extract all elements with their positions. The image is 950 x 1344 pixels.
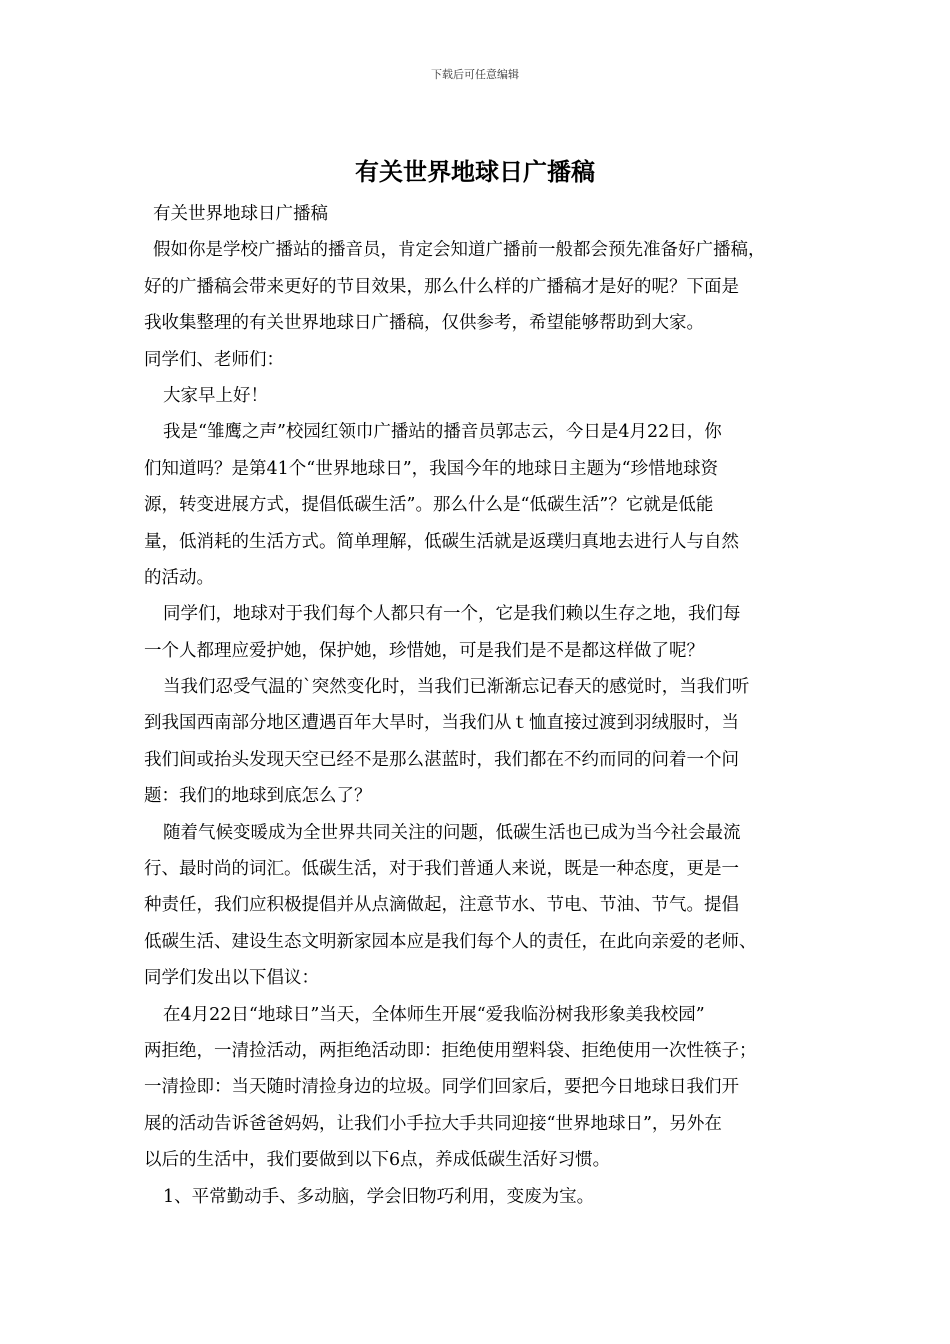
text-line: 我收集整理的有关世界地球日广播稿，仅供参考，希望能够帮助到大家。 — [144, 313, 704, 334]
text-line: 同学们，地球对于我们每个人都只有一个，它是我们赖以生存之地，我们每 — [163, 604, 741, 625]
text-line: 们知道吗？是第41个“世界地球日”，我国今年的地球日主题为“珍惜地球资 — [144, 458, 719, 479]
text-line: 低碳生活、建设生态文明新家园本应是我们每个人的责任，在此向亲爱的老师、 — [144, 931, 757, 952]
text-line: 以后的生活中，我们要做到以下6点，养成低碳生活好习惯。 — [144, 1150, 611, 1171]
text-line: 到我国西南部分地区遭遇百年大旱时，当我们从ｔ恤直接过渡到羽绒服时，当 — [144, 713, 739, 734]
text-line: 我是“雏鹰之声”校园红领巾广播站的播音员郭志云，今日是4月22日，你 — [163, 422, 722, 443]
text-line: 同学们、老师们： — [144, 349, 284, 370]
text-line: 两拒绝，一清捡活动，两拒绝活动即：拒绝使用塑料袋、拒绝使用一次性筷子； — [144, 1040, 757, 1061]
text-line: 题：我们的地球到底怎么了？ — [144, 786, 372, 807]
text-line: 好的广播稿会带来更好的节目效果，那么什么样的广播稿才是好的呢？下面是 — [144, 276, 739, 297]
text-line: 的活动。 — [144, 567, 214, 588]
text-line: 量，低消耗的生活方式。简单理解，低碳生活就是返璞归真地去进行人与自然 — [144, 531, 739, 552]
text-line: 随着气候变暖成为全世界共同关注的问题，低碳生活也已成为当今社会最流 — [163, 822, 741, 843]
text-line: 种责任，我们应积极提倡并从点滴做起，注意节水、节电、节油、节气。提倡 — [144, 895, 739, 916]
text-line: 假如你是学校广播站的播音员，肯定会知道广播前一般都会预先准备好广播稿， — [153, 240, 766, 261]
text-line: 我们间或抬头发现天空已经不是那么湛蓝时，我们都在不约而同的问着一个问 — [144, 749, 739, 770]
page-header: 下载后可任意编辑 — [431, 68, 519, 81]
text-line: 同学们发出以下倡议： — [144, 968, 319, 989]
document-title: 有关世界地球日广播稿 — [355, 158, 595, 186]
text-line: 在4月22日“地球日”当天，全体师生开展“爱我临汾树我形象美我校园” — [163, 1004, 705, 1025]
text-line: 一个人都理应爱护她，保护她，珍惜她，可是我们是不是都这样做了呢？ — [144, 640, 704, 661]
text-line: 一清捡即：当天随时清捡身边的垃圾。同学们回家后，要把今日地球日我们开 — [144, 1077, 739, 1098]
text-line: 源，转变进展方式，提倡低碳生活”。那么什么是“低碳生活”？它就是低能 — [144, 495, 714, 516]
text-line: 当我们忍受气温的`突然变化时，当我们已渐渐忘记春天的感觉时，当我们听 — [163, 677, 750, 698]
text-line: 1、平常勤动手、多动脑，学会旧物巧利用，变废为宝。 — [163, 1186, 595, 1207]
text-line: 大家早上好！ — [163, 385, 268, 406]
text-line: 行、最时尚的词汇。低碳生活，对于我们普通人来说，既是一种态度，更是一 — [144, 859, 739, 880]
text-line: 有关世界地球日广播稿 — [153, 204, 328, 224]
document-body — [144, 196, 809, 1215]
text-line: 展的活动告诉爸爸妈妈，让我们小手拉大手共同迎接“世界地球日”，另外在 — [144, 1113, 722, 1134]
